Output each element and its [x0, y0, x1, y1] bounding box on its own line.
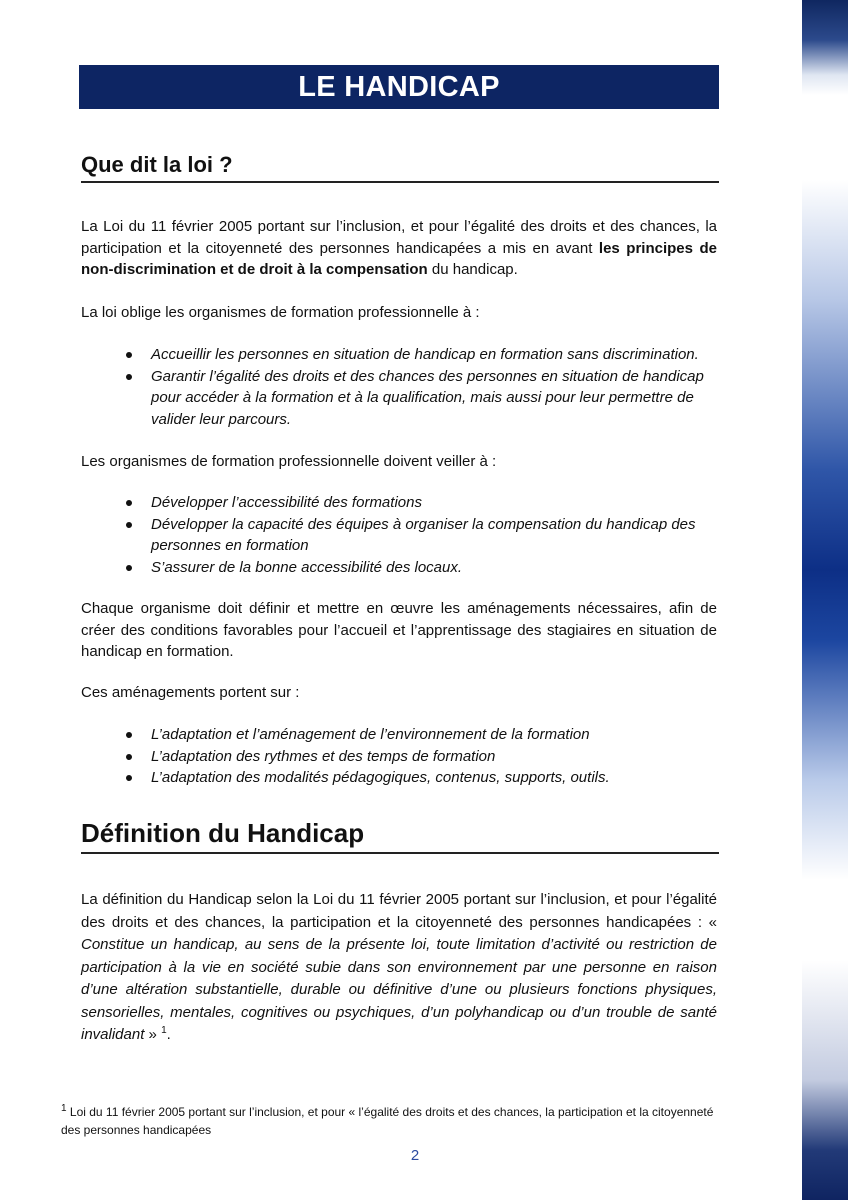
arrangements-intro: Ces aménagements portent sur : [81, 684, 300, 701]
obligations-list [126, 344, 718, 430]
list-item: Développer l’accessibilité des formations [126, 492, 718, 514]
section-heading-definition: Définition du Handicap [81, 818, 719, 854]
bullet-icon [126, 522, 132, 528]
law-principles-emphasis: les principes de non-discrimination et de droit à la compensation [81, 239, 717, 278]
bullet-icon [126, 754, 132, 760]
bullet-icon [126, 352, 132, 358]
definition-paragraph: La définition du Handicap selon la Loi du 11 février 2005 portant sur l’inclusion, et pour l’égalité des droits et des chances, la participation et la citoyenneté des personnes handicapées : « Constitue un handicap, au sens de la présente loi, toute limitation d’activité ou restriction de participation à la vie en société subie dans son environnement par une personne en raison d’une altération substantielle, durable ou définitive d’une ou plusieurs fonctions physiques, sensorielles, mentales, cognitives ou psychiques, d’un polyhandicap ou d’un trouble de santé invalidant » $^1$. [81, 891, 717, 1043]
bullet-icon [126, 500, 132, 506]
bullet-icon [126, 565, 132, 571]
footnote-marker: 1 [61, 1103, 67, 1114]
footnote-reference[interactable]: 1 [161, 1025, 167, 1036]
duties-intro: Les organismes de formation professionnelle doivent veiller à : [81, 453, 497, 470]
list-item: L’adaptation et l’aménagement de l’environnement de la formation [126, 724, 718, 746]
list-item: L’adaptation des rythmes et des temps de formation [126, 746, 718, 768]
arrangements-paragraph: Chaque organisme doit définir et mettre en œuvre les aménagements nécessaires, afin de créer des conditions favorables pour l’accueil et l’apprentissage des stagiaires en situation de handicap en formation. [81, 600, 717, 660]
list-item: S’assurer de la bonne accessibilité des locaux. [126, 557, 718, 579]
list-item: Accueillir les personnes en situation de handicap en formation sans discrimination. [126, 344, 718, 366]
law-intro-paragraph: La Loi du 11 février 2005 portant sur l’inclusion, et pour l’égalité des droits et des chances, la participation et la citoyenneté des personnes handicapées a mis en avant les principes de non-discrimination et de droit à la compensation du handicap. [81, 218, 717, 278]
list-item: Développer la capacité des équipes à organiser la compensation du handicap des personnes en formation [126, 514, 718, 557]
page-title: LE HANDICAP [79, 65, 719, 109]
section-heading-law: Que dit la loi ? [81, 152, 719, 183]
bullet-icon [126, 775, 132, 781]
list-item: Garantir l’égalité des droits et des chances des personnes en situation de handicap pour accéder à la formation et à la qualification, mais aussi pour leur permettre de valider leur parcours. [126, 366, 718, 431]
definition-quote: Constitue un handicap, au sens de la présente loi, toute limitation d’activité ou restriction de participation à la vie en société subie dans son environnement par une personne en raison d’une altération substantielle, durable ou définitive d’une ou plusieurs fonctions physiques, sensorielles, mentales, cognitives ou psychiques, d’un polyhandicap ou d’un trouble de santé invalidant [81, 936, 717, 1043]
arrangements-list [126, 724, 718, 789]
decorative-side-band [802, 0, 848, 1200]
list-item: L’adaptation des modalités pédagogiques, contenus, supports, outils. [126, 767, 718, 789]
page-number: 2 [410, 1147, 420, 1164]
bullet-icon [126, 732, 132, 738]
bullet-icon [126, 374, 132, 380]
footnote: $^1$ Loi du 11 février 2005 portant sur l’inclusion, et pour « l’égalité des droits et des chances, la participation et la citoyenneté des personnes handicapées [61, 1103, 714, 1137]
obligations-intro: La loi oblige les organismes de formation professionnelle à : [81, 304, 480, 321]
duties-list [126, 492, 718, 578]
